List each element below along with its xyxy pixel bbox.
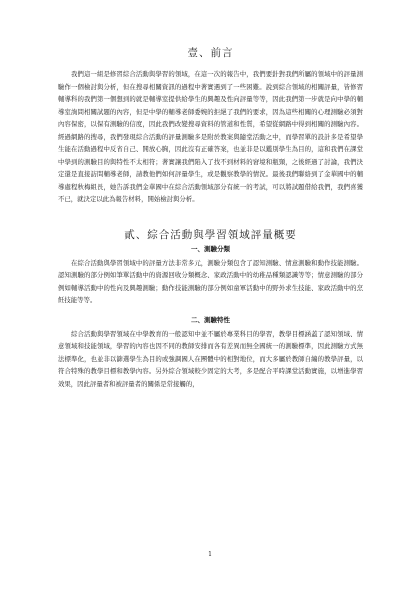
page-number: 1 — [208, 551, 212, 558]
subsection-2-paragraph: 綜合活動與學習領域在中學教育的一般認知中並不屬於專業科目的學習，教學目標涵蓋了認知領域、情意領域和技能領域，學習的內容也因不同的教師安排而各有差異而無全國統一的測驗標準，因此測驗方式無法標準化，也並非以篩選學生為目的或強調國人在團體中的相對地位，而大多屬於教師自編的教學評量，以符合特殊的教學目標和教學內容。另外綜合領域較少固定的大考，多是配合平時課堂活動實施，以增進學習效果，因此評量者和被評量者的關係是常接觸的， — [58, 329, 363, 388]
section-1-paragraph: 我們這一組是修習綜合活動與學習的領域，在這一次的報告中，我們要針對我們所屬的領域中的評量測驗作一個檢討與分析，但在搜尋相關資訊的過程中著實遇到了一些困難。說到綜合領域的相關評量，皆修習輔導科的我們第一個想到的就是輔導室提供給學生的興趣及性向評量等等，因此我們第一步就是向中學的輔導室詢問相關試題的內容，但是中學的輔導老師委婉的拒絕了我們的要求，因為這些相關的心理測驗必須對內容保密，以保有測驗的信度，因此我們改變搜尋資料的管道和性質，希望從網路中得到相關的測驗內容。經過網路的搜尋，我們發現綜合活動的評量測驗多是附於教案與隨堂活動之中，而學習單的設計多是希望學生能在活動過程中反省自己、開放心胸，因此沒有正確答案，也並非是以鑑別學生為目的，這和我們在課堂中學到的測驗目的與特性不太相符；著實讓我們陷入了找不到材料的窘境和瓶頸，之後經過了討論，我們決定還是直接訪問輔導老師，請教他們如何評量學生，或是觀察教學的情況。最後我們聯絡到了金華國中的輔導處程秋梅組長，她告訴我們金華國中在綜合活動領域部分有統一的考試，可以將試題借給我們，我們喜獲不已，就決定以此為報告材料，開始檢討與分析。 — [58, 70, 363, 203]
subsection-1-heading: 一、測驗分類 — [191, 244, 230, 253]
subsection-2-heading: 二、測驗特性 — [191, 315, 230, 324]
section-1-heading: 壹、前言 — [187, 47, 234, 59]
subsection-1-paragraph: 在綜合活動與學習領域中的評量方法非常多元，測驗分類包含了認知測驗、情意測驗和動作技能測驗。認知測驗的部分例如筆單活動中的資源回收分類概念、家政活動中的幼稚品種類認識等等；情意測驗的部分例如輔導活動中的性向及興趣測驗；動作技能測驗的部分例如童軍活動中的野外求生技能、家政活動中的烹飪技能等等。 — [58, 258, 363, 304]
section-2-heading: 貳、綜合活動與學習領域評量概要 — [124, 228, 297, 241]
